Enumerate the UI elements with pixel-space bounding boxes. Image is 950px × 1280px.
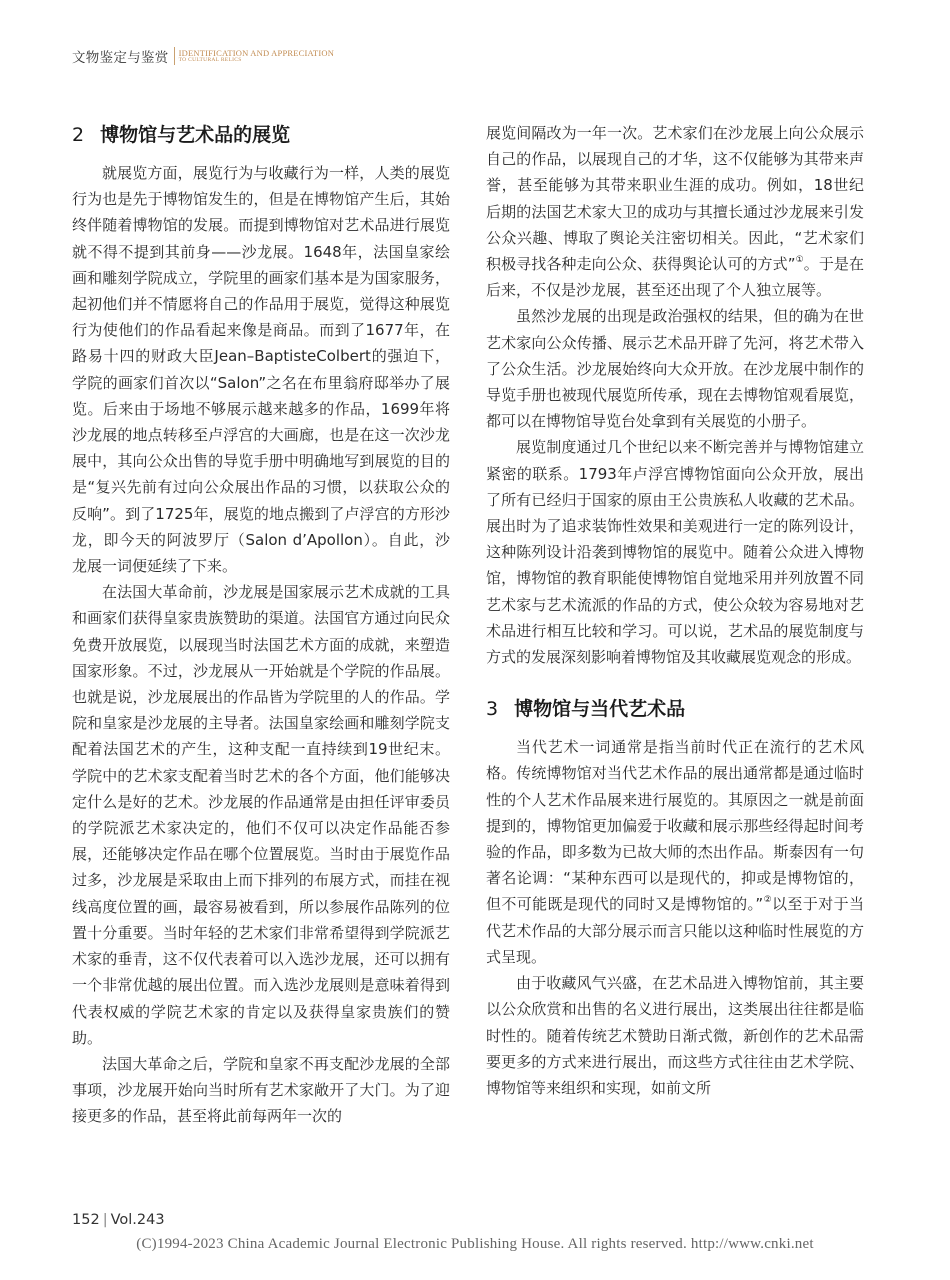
journal-title-en xyxy=(179,49,334,64)
section-3-number: 3 xyxy=(486,698,499,721)
section-2-paragraph-5: 展览制度通过几个世纪以来不断完善并与博物馆建立紧密的联系。1793年卢浮宫博物馆面向公众开放，展出了所有已经归于国家的原由王公贵族私人收藏的艺术品。展出时为了追求装饰性效果和美观进行一定的陈列设计，这种陈列设计沿袭到博物馆的展览中。随着公众进入博物馆，博物馆的教育职能使博物馆自觉地采用并列放置不同艺术家与艺术流派的作品的方式，使公众较为容易地对艺术品进行相互比较和学习。可以说，艺术品的展览制度与方式的发展深刻影响着博物馆及其收藏展览观念的形成。 xyxy=(486,438,864,667)
journal-title-en-line2: TO CULTURAL RELICS xyxy=(178,56,242,63)
section-2-number: 2 xyxy=(72,124,85,146)
paragraph-text: 。于是在后来，不仅是沙龙展，甚至还出现了个人独立展等。 xyxy=(486,255,864,300)
paragraph-text: 当代艺术一词通常是指当前时代正在流行的艺术风格。传统博物馆对当代艺术作品的展出通常都是通过临时性的个人艺术作品展来进行展览的。其原因之一就是前面提到的，博物馆更加偏爱于收藏和展示那些经得起时间考验的作品，即多数为已故大师的杰出作品。斯泰因有一句著名论调：“某种东西可以是现代的，抑或是博物馆的，但不可能既是现代的同时又是博物馆的。” xyxy=(486,738,864,914)
section-2-paragraph-3-continued xyxy=(486,120,864,303)
paragraph-text: 展览间隔改为一年一次。艺术家们在沙龙展上向公众展示自己的作品，以展现自己的才华，这不仅能够为其带来声誉，甚至能够为其带来职业生涯的成功。例如，18世纪后期的法国艺术家大卫的成功与其擅长通过沙龙展来引发公众兴趣、博取了舆论关注密切相关。因此，“艺术家们积极寻找各种走向公众、获得舆论认可的方式” xyxy=(486,124,864,274)
right-column xyxy=(486,120,864,1101)
journal-title-en-line1: IDENTIFICATION AND APPRECIATION xyxy=(178,47,335,58)
section-2-title: 博物馆与艺术品的展览 xyxy=(100,124,291,146)
journal-header xyxy=(72,44,334,68)
section-3-heading xyxy=(486,694,864,734)
section-2-paragraph-2: 在法国大革命前，沙龙展是国家展示艺术成就的工具和画家们获得皇家贵族赞助的渠道。法国官方通过向民众免费开放展览，以展现当时法国艺术方面的成就，来塑造国家形象。不过，沙龙展从一开始就是个学院的作品展。也就是说，沙龙展展出的作品皆为学院里的人的作品。学院和皇家是沙龙展的主导者。法国皇家绘画和雕刻学院支配着法国艺术的产生，这种支配一直持续到19世纪末。学院中的艺术家支配着当时艺术的各个方面，他们能够决定什么是好的艺术。沙龙展的作品通常是由担任评审委员的学院派艺术家决定的，他们不仅可以决定作品能否参展，还能够决定作品在哪个位置展览。当时由于展览作品过多，沙龙展是采取由上而下排列的布展方式，而挂在视线高度位置的画，最容易被看到，所以参展作品陈列的位置十分重要。当时年轻的艺术家们非常希望得到学院派艺术家的垂青，这不仅代表着可以入选沙龙展，还可以拥有一个非常优越的展出位置。而入选沙龙展则是意味着得到代表权威的学院艺术家的肯定以及获得皇家贵族们的赞助。 xyxy=(72,583,450,1047)
section-3-paragraph-2: 由于收藏风气兴盛，在艺术品进入博物馆前，其主要以公众欣赏和出售的名义进行展出，这类展出往往都是临时性的。随着传统艺术赞助日渐式微，新创作的艺术品需要更多的方式来进行展出，而这些方式往往由艺术学院、博物馆等来组织和实现，如前文所 xyxy=(486,974,864,1097)
footnote-ref-2[interactable]: ② xyxy=(763,895,773,906)
page-footer xyxy=(72,1212,165,1228)
section-2-heading xyxy=(72,120,450,160)
section-2-paragraph-1: 就展览方面，展览行为与收藏行为一样，人类的展览行为也是先于博物馆发生的，但是在博物馆产生后，其始终伴随着博物馆的发展。而提到博物馆对艺术品进行展览就不得不提到其前身——沙龙展。1648年，法国皇家绘画和雕刻学院成立，学院里的画家们基本是为国家服务，起初他们并不情愿将自己的作品用于展览，觉得这种展览行为使他们的作品看起来像是商品。而到了1677年，在路易十四的财政大臣Jean–BaptisteColbert的强迫下，学院的画家们首次以“Salon”之名在布里翁府邸举办了展览。后来由于场地不够展示越来越多的作品，1699年将沙龙展的地点转移至卢浮宫的大画廊，也是在这一次沙龙展中，其向公众出售的导览手册中明确地写到展览的目的是“复兴先前有过向公众展出作品的习惯，以获取公众的反响”。到了1725年，展览的地点搬到了卢浮宫的方形沙龙，即今天的阿波罗厅（Salon d’Apollon）。自此，沙龙展一词便延续了下来。 xyxy=(72,164,450,576)
paragraph-text: 以至于对于当代艺术作品的大部分展示而言只能以这种临时性展览的方式呈现。 xyxy=(486,895,864,966)
section-2-paragraph-3: 法国大革命之后，学院和皇家不再支配沙龙展的全部事项，沙龙展开始向当时所有艺术家敞开了大门。为了迎接更多的作品，甚至将此前每两年一次的 xyxy=(72,1054,450,1126)
journal-title-cn: 文物鉴定与鉴赏 xyxy=(72,50,169,66)
header-divider xyxy=(174,47,175,65)
page-number: 152 xyxy=(72,1212,100,1228)
section-3-title: 博物馆与当代艺术品 xyxy=(514,698,686,721)
footnote-ref-1[interactable]: ① xyxy=(795,255,804,266)
left-column xyxy=(72,120,450,1130)
section-3-paragraph-1 xyxy=(486,734,864,970)
volume-label: Vol.243 xyxy=(110,1212,165,1228)
footer-divider: | xyxy=(102,1212,108,1228)
section-2-paragraph-4: 虽然沙龙展的出现是政治强权的结果，但的确为在世艺术家向公众传播、展示艺术品开辟了先河，将艺术带入了公众生活。沙龙展始终向大众开放。在沙龙展中制作的导览手册也被现代展览所传承，现在去博物馆观看展览，都可以在博物馆导览台处拿到有关展览的小册子。 xyxy=(486,307,864,431)
copyright-notice: (C)1994-2023 China Academic Journal Electronic Publishing House. All rights reserved. http://www.cnki.net xyxy=(136,1236,814,1252)
